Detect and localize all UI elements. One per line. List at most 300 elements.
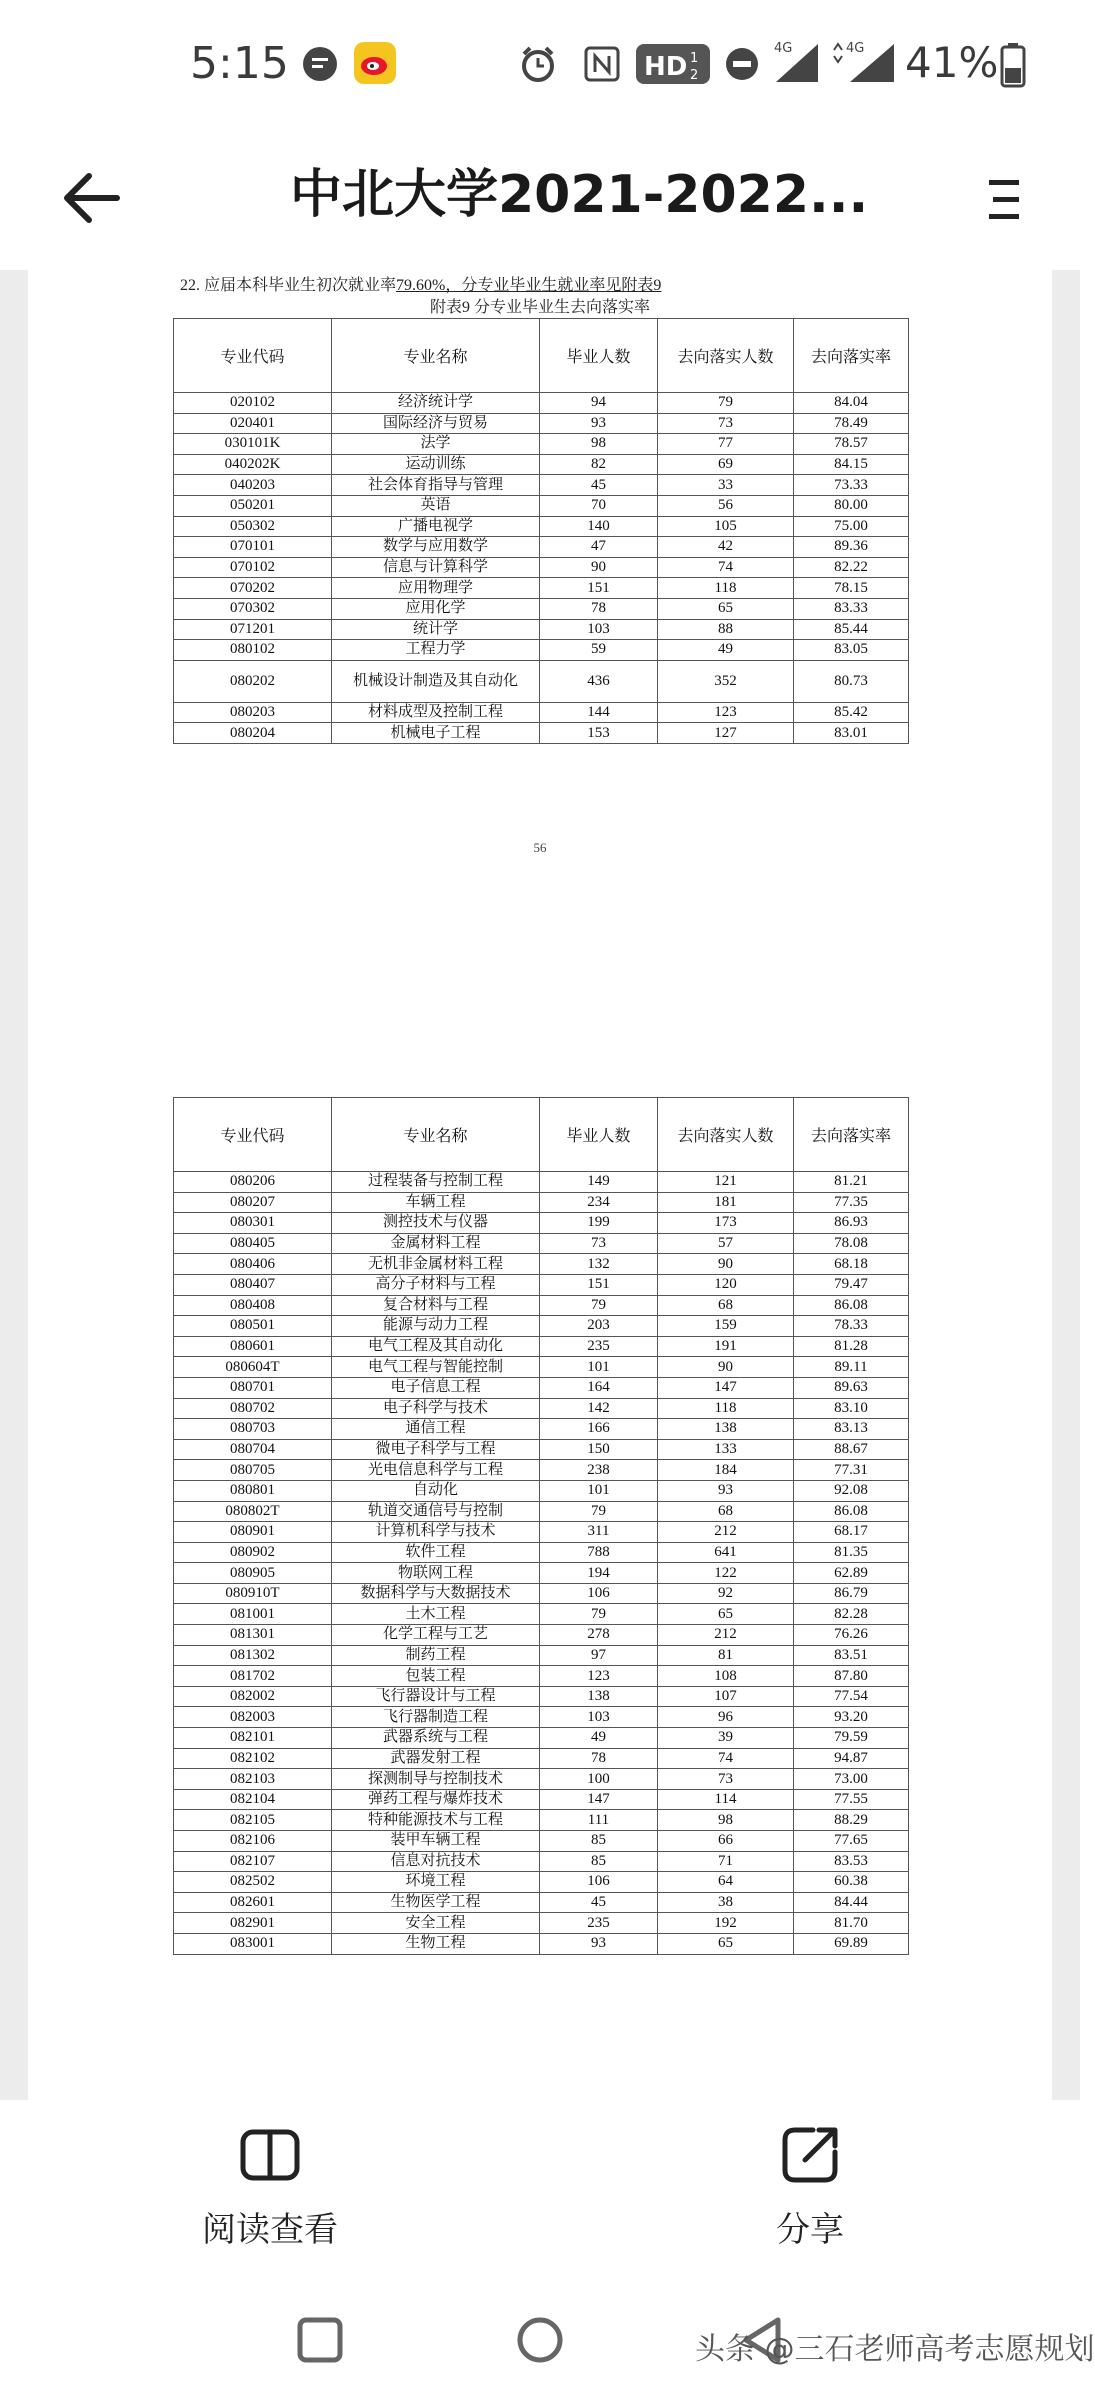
table-cell: 49	[540, 1728, 658, 1749]
table-cell: 73.33	[794, 475, 909, 496]
column-header: 去向落实率	[794, 319, 909, 393]
table-cell: 166	[540, 1419, 658, 1440]
table-cell: 122	[658, 1563, 794, 1584]
table-row	[174, 537, 909, 558]
table-cell: 无机非金属材料工程	[332, 1254, 540, 1275]
table-cell: 社会体育指导与管理	[332, 475, 540, 496]
table-cell: 199	[540, 1213, 658, 1234]
table-row	[174, 1872, 909, 1893]
column-header: 专业代码	[174, 319, 332, 393]
table-cell: 203	[540, 1316, 658, 1337]
do-not-disturb-icon	[722, 44, 762, 84]
table-row	[174, 1933, 909, 1954]
table-cell: 生物医学工程	[332, 1892, 540, 1913]
table-cell: 65	[658, 1933, 794, 1954]
table-cell: 经济统计学	[332, 393, 540, 414]
table-cell: 89.36	[794, 537, 909, 558]
column-header: 去向落实人数	[658, 1098, 794, 1172]
table-cell: 83.13	[794, 1419, 909, 1440]
table-cell: 100	[540, 1769, 658, 1790]
table-cell: 080801	[174, 1480, 332, 1501]
read-view-label: 阅读查看	[202, 2210, 338, 2250]
table-row	[174, 516, 909, 537]
table-cell: 环境工程	[332, 1872, 540, 1893]
table-cell: 79.47	[794, 1274, 909, 1295]
table-cell: 080408	[174, 1295, 332, 1316]
table-cell: 082104	[174, 1789, 332, 1810]
employment-table	[173, 318, 909, 744]
table-cell: 化学工程与工艺	[332, 1625, 540, 1646]
table-cell: 080202	[174, 660, 332, 702]
table-row	[174, 1748, 909, 1769]
table-cell: 082601	[174, 1892, 332, 1913]
table-cell: 73	[658, 413, 794, 434]
menu-icon[interactable]	[975, 160, 1035, 240]
table-cell: 106	[540, 1872, 658, 1893]
battery-percent: 41%	[905, 38, 999, 87]
table-cell: 151	[540, 578, 658, 599]
table-cell: 234	[540, 1192, 658, 1213]
table-cell: 78.57	[794, 434, 909, 455]
table-row	[174, 1728, 909, 1749]
table-cell: 92	[658, 1583, 794, 1604]
table-cell: 78.15	[794, 578, 909, 599]
table-cell: 92.08	[794, 1480, 909, 1501]
table-cell: 184	[658, 1460, 794, 1481]
table-cell: 材料成型及控制工程	[332, 702, 540, 723]
table-cell: 181	[658, 1192, 794, 1213]
hd-voice-icon	[636, 42, 710, 86]
table-caption: 附表9 分专业毕业生去向落实率	[429, 299, 650, 316]
table-cell: 080705	[174, 1460, 332, 1481]
table-cell: 工程力学	[332, 640, 540, 661]
table-cell: 080802T	[174, 1501, 332, 1522]
table-cell: 147	[658, 1377, 794, 1398]
table-row	[174, 660, 909, 702]
table-cell: 83.01	[794, 723, 909, 744]
table-cell: 79	[540, 1295, 658, 1316]
bottom-action-bar	[0, 2100, 1080, 2280]
table-cell: 88	[658, 619, 794, 640]
column-header: 专业代码	[174, 1098, 332, 1172]
table-cell: 自动化	[332, 1480, 540, 1501]
table-cell: 352	[658, 660, 794, 702]
table-cell: 特种能源技术与工程	[332, 1810, 540, 1831]
table-cell: 78.49	[794, 413, 909, 434]
table-cell: 050302	[174, 516, 332, 537]
table-cell: 147	[540, 1789, 658, 1810]
table-cell: 070202	[174, 578, 332, 599]
table-row	[174, 1233, 909, 1254]
table-cell: 73	[540, 1233, 658, 1254]
table-cell: 85.42	[794, 702, 909, 723]
status-time: 5:15	[190, 38, 289, 89]
table-row	[174, 1604, 909, 1625]
table-cell: 应用物理学	[332, 578, 540, 599]
table-cell: 73.00	[794, 1769, 909, 1790]
table-row	[174, 557, 909, 578]
table-cell: 040203	[174, 475, 332, 496]
table-cell: 127	[658, 723, 794, 744]
table-cell: 77.54	[794, 1686, 909, 1707]
table-cell: 33	[658, 475, 794, 496]
table-row	[174, 1542, 909, 1563]
book-icon	[235, 2120, 305, 2190]
table-cell: 103	[540, 1707, 658, 1728]
table-cell: 080701	[174, 1377, 332, 1398]
table-cell: 080405	[174, 1233, 332, 1254]
table-cell: 80.00	[794, 495, 909, 516]
recent-apps-icon[interactable]	[290, 2310, 350, 2370]
table-cell: 武器系统与工程	[332, 1728, 540, 1749]
table-cell: 42	[658, 537, 794, 558]
table-cell: 080406	[174, 1254, 332, 1275]
battery-icon	[1000, 42, 1026, 88]
signal-sim1-icon	[772, 36, 822, 86]
column-header: 毕业人数	[540, 319, 658, 393]
table-cell: 123	[540, 1666, 658, 1687]
table-cell: 复合材料与工程	[332, 1295, 540, 1316]
table-cell: 153	[540, 723, 658, 744]
table-row	[174, 1254, 909, 1275]
table-cell: 电气工程与智能控制	[332, 1357, 540, 1378]
note-prefix: 22. 应届本科毕业生初次就业率	[180, 277, 397, 294]
table-cell: 118	[658, 578, 794, 599]
column-header: 毕业人数	[540, 1098, 658, 1172]
table-cell: 98	[540, 434, 658, 455]
table-cell: 123	[658, 702, 794, 723]
table-cell: 84.44	[794, 1892, 909, 1913]
signal-sim2-icon	[828, 36, 898, 86]
table-row	[174, 1295, 909, 1316]
table-cell: 082103	[174, 1769, 332, 1790]
table-cell: 080203	[174, 702, 332, 723]
table-cell: 85	[540, 1851, 658, 1872]
table-cell: 光电信息科学与工程	[332, 1460, 540, 1481]
back-arrow-icon[interactable]	[55, 158, 135, 238]
table-cell: 436	[540, 660, 658, 702]
table-row	[174, 475, 909, 496]
table-cell: 081302	[174, 1645, 332, 1666]
table-cell: 机械设计制造及其自动化	[332, 660, 540, 702]
table-cell: 080901	[174, 1522, 332, 1543]
table-cell: 电气工程及其自动化	[332, 1336, 540, 1357]
table-row	[174, 578, 909, 599]
table-cell: 192	[658, 1913, 794, 1934]
table-cell: 土木工程	[332, 1604, 540, 1625]
table-cell: 121	[658, 1172, 794, 1193]
table-row	[174, 1501, 909, 1522]
table-row	[174, 434, 909, 455]
table-row	[174, 723, 909, 744]
table-cell: 90	[540, 557, 658, 578]
share-icon	[775, 2120, 845, 2190]
table-cell: 081301	[174, 1625, 332, 1646]
table-cell: 082101	[174, 1728, 332, 1749]
table-cell: 149	[540, 1172, 658, 1193]
table-cell: 080902	[174, 1542, 332, 1563]
table-cell: 统计学	[332, 619, 540, 640]
table-row	[174, 1460, 909, 1481]
table-cell: 150	[540, 1439, 658, 1460]
table-cell: 080910T	[174, 1583, 332, 1604]
table-cell: 080704	[174, 1439, 332, 1460]
column-header: 去向落实人数	[658, 319, 794, 393]
table-cell: 安全工程	[332, 1913, 540, 1934]
table-cell: 武器发射工程	[332, 1748, 540, 1769]
table-cell: 82.28	[794, 1604, 909, 1625]
system-nav-bar	[0, 2280, 1095, 2400]
table-row	[174, 1810, 909, 1831]
table-cell: 98	[658, 1810, 794, 1831]
table-row	[174, 1686, 909, 1707]
column-header: 专业名称	[332, 319, 540, 393]
table-cell: 86.79	[794, 1583, 909, 1604]
table-cell: 81.70	[794, 1913, 909, 1934]
table-cell: 080407	[174, 1274, 332, 1295]
table-cell: 87.80	[794, 1666, 909, 1687]
column-header: 专业名称	[332, 1098, 540, 1172]
table-cell: 040202K	[174, 454, 332, 475]
table-cell: 过程装备与控制工程	[332, 1172, 540, 1193]
table-cell: 081702	[174, 1666, 332, 1687]
table-cell: 080204	[174, 723, 332, 744]
table-cell: 59	[540, 640, 658, 661]
table-cell: 90	[658, 1357, 794, 1378]
table-row	[174, 1666, 909, 1687]
table-cell: 39	[658, 1728, 794, 1749]
table-cell: 89.11	[794, 1357, 909, 1378]
table-cell: 69.89	[794, 1933, 909, 1954]
table-row	[174, 1316, 909, 1337]
table-row	[174, 413, 909, 434]
table-cell: 数学与应用数学	[332, 537, 540, 558]
table-cell: 788	[540, 1542, 658, 1563]
table-cell: 93	[658, 1480, 794, 1501]
table-cell: 信息对抗技术	[332, 1851, 540, 1872]
table-cell: 080703	[174, 1419, 332, 1440]
table-cell: 83.10	[794, 1398, 909, 1419]
employment-table	[173, 1097, 909, 1955]
table-row	[174, 1357, 909, 1378]
table-cell: 测控技术与仪器	[332, 1213, 540, 1234]
table-cell: 93	[540, 413, 658, 434]
table-cell: 飞行器设计与工程	[332, 1686, 540, 1707]
table-cell: 81.21	[794, 1172, 909, 1193]
table-cell: 能源与动力工程	[332, 1316, 540, 1337]
table-cell: 212	[658, 1522, 794, 1543]
table-cell: 080207	[174, 1192, 332, 1213]
table-cell: 装甲车辆工程	[332, 1831, 540, 1852]
table-cell: 76.26	[794, 1625, 909, 1646]
table-row	[174, 1789, 909, 1810]
table-cell: 080905	[174, 1563, 332, 1584]
table-cell: 235	[540, 1336, 658, 1357]
table-cell: 070102	[174, 557, 332, 578]
table-cell: 080102	[174, 640, 332, 661]
table-cell: 082102	[174, 1748, 332, 1769]
document-page	[28, 972, 1052, 2172]
table-row	[174, 1274, 909, 1295]
table-header-row	[174, 1098, 909, 1172]
table-cell: 68.17	[794, 1522, 909, 1543]
table-row	[174, 702, 909, 723]
table-row	[174, 1707, 909, 1728]
table-cell: 金属材料工程	[332, 1233, 540, 1254]
table-cell: 083001	[174, 1933, 332, 1954]
table-cell: 84.15	[794, 454, 909, 475]
home-icon[interactable]	[510, 2310, 570, 2370]
table-cell: 77.31	[794, 1460, 909, 1481]
table-row	[174, 1913, 909, 1934]
table-cell: 070101	[174, 537, 332, 558]
table-cell: 212	[658, 1625, 794, 1646]
table-cell: 车辆工程	[332, 1192, 540, 1213]
table-cell: 47	[540, 537, 658, 558]
table-cell: 080604T	[174, 1357, 332, 1378]
table-cell: 082105	[174, 1810, 332, 1831]
table-cell: 071201	[174, 619, 332, 640]
table-cell: 235	[540, 1913, 658, 1934]
table-cell: 238	[540, 1460, 658, 1481]
share-label: 分享	[776, 2210, 844, 2250]
message-icon	[300, 44, 340, 84]
table-row	[174, 1769, 909, 1790]
table-cell: 082003	[174, 1707, 332, 1728]
table-cell: 制药工程	[332, 1645, 540, 1666]
table-cell: 080601	[174, 1336, 332, 1357]
svg-text:1: 1	[690, 51, 699, 66]
table-cell: 77.35	[794, 1192, 909, 1213]
table-cell: 070302	[174, 598, 332, 619]
table-cell: 111	[540, 1810, 658, 1831]
table-cell: 78	[540, 598, 658, 619]
table-cell: 94.87	[794, 1748, 909, 1769]
table-cell: 81.28	[794, 1336, 909, 1357]
column-header: 去向落实率	[794, 1098, 909, 1172]
weibo-app-icon	[352, 40, 398, 86]
app-bar	[0, 130, 1080, 270]
table-row	[174, 598, 909, 619]
watermark-text: 头条 @三石老师高考志愿规划	[695, 2332, 1095, 2367]
table-cell: 114	[658, 1789, 794, 1810]
table-cell: 73	[658, 1769, 794, 1790]
table-row	[174, 1336, 909, 1357]
table-cell: 77	[658, 434, 794, 455]
table-cell: 68	[658, 1295, 794, 1316]
table-cell: 软件工程	[332, 1542, 540, 1563]
status-bar	[0, 0, 1080, 130]
table-row	[174, 1625, 909, 1646]
table-cell: 广播电视学	[332, 516, 540, 537]
table-cell: 81.35	[794, 1542, 909, 1563]
table-row	[174, 393, 909, 414]
table-cell: 88.67	[794, 1439, 909, 1460]
table-cell: 103	[540, 619, 658, 640]
table-cell: 140	[540, 516, 658, 537]
read-view-button[interactable]	[160, 2120, 380, 2270]
table-cell: 86.93	[794, 1213, 909, 1234]
table-cell: 173	[658, 1213, 794, 1234]
table-cell: 107	[658, 1686, 794, 1707]
table-cell: 101	[540, 1480, 658, 1501]
table-cell: 飞行器制造工程	[332, 1707, 540, 1728]
document-viewer[interactable]	[0, 270, 1080, 2100]
table-cell: 70	[540, 495, 658, 516]
table-cell: 082107	[174, 1851, 332, 1872]
table-cell: 050201	[174, 495, 332, 516]
table-cell: 69	[658, 454, 794, 475]
table-cell: 探测制导与控制技术	[332, 1769, 540, 1790]
table-cell: 118	[658, 1398, 794, 1419]
table-cell: 142	[540, 1398, 658, 1419]
table-cell: 68	[658, 1501, 794, 1522]
table-row	[174, 1398, 909, 1419]
table-cell: 88.29	[794, 1810, 909, 1831]
table-row	[174, 1377, 909, 1398]
table-cell: 132	[540, 1254, 658, 1275]
table-cell: 79	[540, 1501, 658, 1522]
table-cell: 数据科学与大数据技术	[332, 1583, 540, 1604]
table-cell: 151	[540, 1274, 658, 1295]
nfc-icon	[582, 44, 622, 84]
table-cell: 75.00	[794, 516, 909, 537]
table-cell: 278	[540, 1625, 658, 1646]
table-cell: 081001	[174, 1604, 332, 1625]
share-button[interactable]	[700, 2120, 920, 2270]
table-cell: 93	[540, 1933, 658, 1954]
table-cell: 85.44	[794, 619, 909, 640]
table-cell: 94	[540, 393, 658, 414]
table-row	[174, 1563, 909, 1584]
table-cell: 133	[658, 1439, 794, 1460]
table-cell: 159	[658, 1316, 794, 1337]
table-row	[174, 1172, 909, 1193]
table-cell: 96	[658, 1707, 794, 1728]
table-cell: 101	[540, 1357, 658, 1378]
table-cell: 高分子材料与工程	[332, 1274, 540, 1295]
table-cell: 93.20	[794, 1707, 909, 1728]
table-header-row	[174, 319, 909, 393]
table-cell: 83.33	[794, 598, 909, 619]
table-cell: 电子信息工程	[332, 1377, 540, 1398]
table-cell: 66	[658, 1831, 794, 1852]
table-row	[174, 1192, 909, 1213]
table-row	[174, 495, 909, 516]
table-cell: 082502	[174, 1872, 332, 1893]
page-number: 56	[533, 840, 547, 855]
table-cell: 生物工程	[332, 1933, 540, 1954]
table-cell: 84.04	[794, 393, 909, 414]
table-cell: 83.05	[794, 640, 909, 661]
table-cell: 计算机科学与技术	[332, 1522, 540, 1543]
table-cell: 194	[540, 1563, 658, 1584]
table-cell: 79.59	[794, 1728, 909, 1749]
alarm-icon	[518, 44, 558, 84]
table-row	[174, 1851, 909, 1872]
table-cell: 62.89	[794, 1563, 909, 1584]
table-row	[174, 640, 909, 661]
table-cell: 83.53	[794, 1851, 909, 1872]
table-cell: 020401	[174, 413, 332, 434]
table-cell: 082002	[174, 1686, 332, 1707]
table-cell: 106	[540, 1583, 658, 1604]
table-cell: 81	[658, 1645, 794, 1666]
hd-label: HD	[644, 52, 688, 82]
table-cell: 138	[540, 1686, 658, 1707]
table-cell: 080702	[174, 1398, 332, 1419]
table-cell: 71	[658, 1851, 794, 1872]
